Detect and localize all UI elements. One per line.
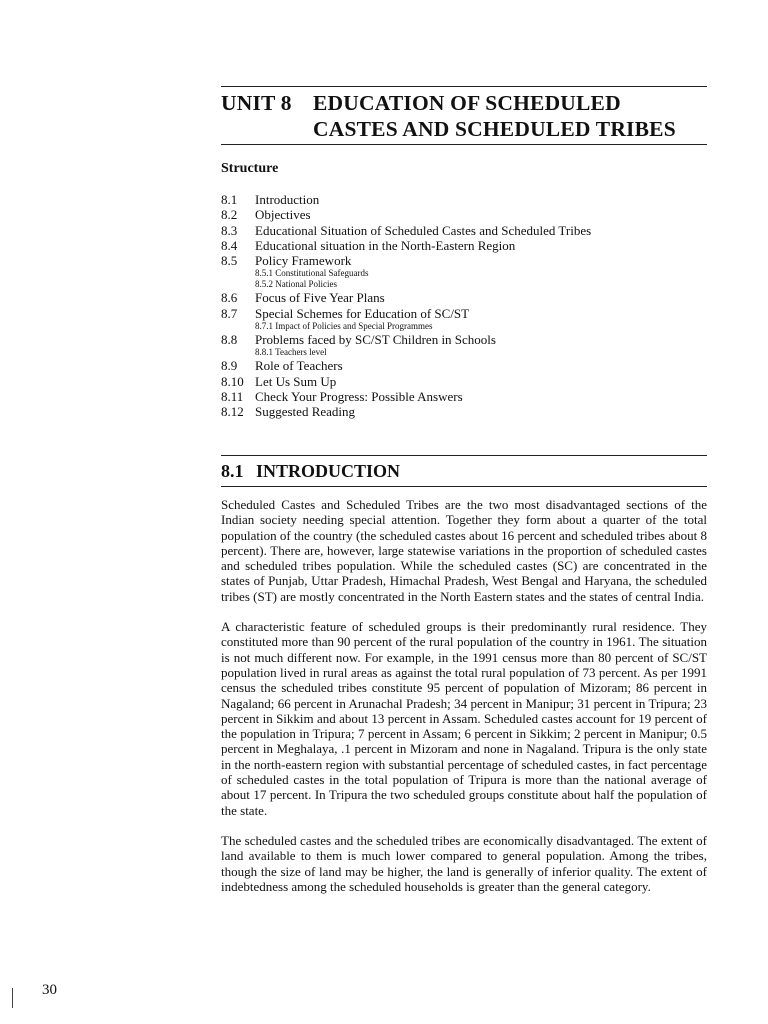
table-of-contents: [221, 192, 707, 420]
toc-subitem: 8.5.2 National Policies: [255, 279, 337, 290]
toc-item-number: 8.5: [221, 253, 238, 269]
toc-item: [221, 238, 707, 253]
toc-item-label: Let Us Sum Up: [255, 373, 337, 389]
unit-title: [221, 90, 707, 142]
toc-item: [221, 223, 707, 238]
toc-item: [221, 332, 707, 347]
toc-item-number: 8.10: [221, 373, 244, 389]
margin-mark: [12, 988, 13, 1008]
paragraph: A characteristic feature of scheduled groups is their predominantly rural residence. They constituted more than 90 percent of the rural population of the country in 1961. The situation is not much different now. For example, in the 1991 census more than 80 percent of SC/ST population lived in rural areas as against the total rural population of 73 percent. As per 1991 census the scheduled tribes constitute 95 percent of population of Mizoram; 86 percent in Nagaland; 66 percent in Arunachal Pradesh; 34 percent in Manipur; 31 percent in Tripura; 23 percent in Sikkim and about 13 percent in Assam. Scheduled castes account for 19 percent of the population in Tripura; 7 percent in Assam; 6 percent in Sikkim; 2 percent in Manipur; 0.5 percent in Meghalaya, .1 percent in Mizoram and none in Nagaland. Tripura is the only state in the north-eastern region with substantial percentage of scheduled castes, in fact percentage of scheduled castes in the total population of Tripura is more than the national average of about 17 percent. In Tripura the two scheduled groups constitute about half the population of the state.: [221, 619, 707, 818]
toc-item: [221, 207, 707, 222]
toc-item-label: Policy Framework: [255, 253, 352, 269]
section-title: [221, 460, 707, 482]
header-rule-top: [221, 86, 707, 87]
toc-item-number: 8.1: [221, 192, 238, 207]
toc-item-number: 8.6: [221, 290, 238, 306]
unit-title-line-2: CASTES AND SCHEDULED TRIBES: [313, 117, 676, 141]
toc-item: [221, 374, 707, 389]
toc-item-label: Educational Situation of Scheduled Castes and Scheduled Tribes: [255, 222, 592, 238]
toc-item: [221, 306, 707, 321]
paragraph: Scheduled Castes and Scheduled Tribes are the two most disadvantaged sections of the Indian society needing special attention. Together they form about a quarter of the total population of the country (the scheduled castes about 16 percent and scheduled tribes about 8 percent). There are, however, large statewise variations in the proportion of scheduled castes and scheduled tribes population. While the scheduled castes (SC) are concentrated in the states of Punjab, Uttar Pradesh, Himachal Pradesh, West Bengal and Haryana, the scheduled tribes (ST) are mostly concentrated in the North Eastern states and the states of central India.: [221, 497, 707, 604]
section-number: 8.1: [221, 461, 244, 481]
toc-item-label: Introduction: [255, 192, 320, 207]
toc-item: [221, 389, 707, 404]
toc-subitem: 8.8.1 Teachers level: [255, 347, 327, 358]
toc-item-label: Suggested Reading: [255, 404, 356, 420]
structure-heading: Structure: [221, 161, 279, 176]
toc-item-number: 8.3: [221, 222, 238, 238]
section-header: [221, 455, 707, 487]
toc-subitem: 8.7.1 Impact of Policies and Special Programmes: [255, 321, 433, 332]
toc-item-number: 8.12: [221, 404, 244, 420]
toc-item-number: 8.4: [221, 237, 238, 253]
section-rule-bottom: [221, 486, 707, 487]
toc-item-label: Special Schemes for Education of SC/ST: [255, 305, 470, 321]
section-title-text: INTRODUCTION: [256, 461, 401, 481]
toc-item: [221, 192, 707, 207]
toc-item-label: Focus of Five Year Plans: [255, 290, 385, 306]
unit-title-line-1: EDUCATION OF SCHEDULED: [313, 91, 621, 115]
toc-item-number: 8.9: [221, 358, 238, 374]
body-text: [221, 497, 707, 909]
unit-number: UNIT 8: [221, 91, 292, 115]
toc-item-label: Check Your Progress: Possible Answers: [255, 388, 463, 404]
toc-item-label: Role of Teachers: [255, 358, 343, 374]
toc-item-label: Educational situation in the North-Eastern Region: [255, 237, 516, 253]
section-rule-top: [221, 455, 707, 456]
toc-item-label: Objectives: [255, 207, 311, 223]
toc-item-number: 8.7: [221, 305, 238, 321]
toc-item-number: 8.2: [221, 207, 238, 223]
toc-item: [221, 404, 707, 419]
page-number: 30: [42, 982, 57, 998]
toc-item: [221, 290, 707, 305]
structure-section: [221, 161, 707, 420]
toc-item: [221, 253, 707, 268]
toc-item-label: Problems faced by SC/ST Children in Schools: [255, 332, 496, 348]
toc-subitem: 8.5.1 Constitutional Safeguards: [255, 268, 369, 279]
header-rule-bottom: [221, 144, 707, 145]
toc-item: [221, 358, 707, 373]
unit-header: [221, 86, 707, 145]
toc-item-number: 8.11: [221, 388, 244, 404]
toc-item-number: 8.8: [221, 332, 238, 348]
paragraph: The scheduled castes and the scheduled tribes are economically disadvantaged. The extent of land available to them is much lower compared to general population. Among the tribes, though the size of land may be higher, the land is generally of inferior quality. The extent of indebtedness among the scheduled households is greater than the general category.: [221, 832, 707, 894]
